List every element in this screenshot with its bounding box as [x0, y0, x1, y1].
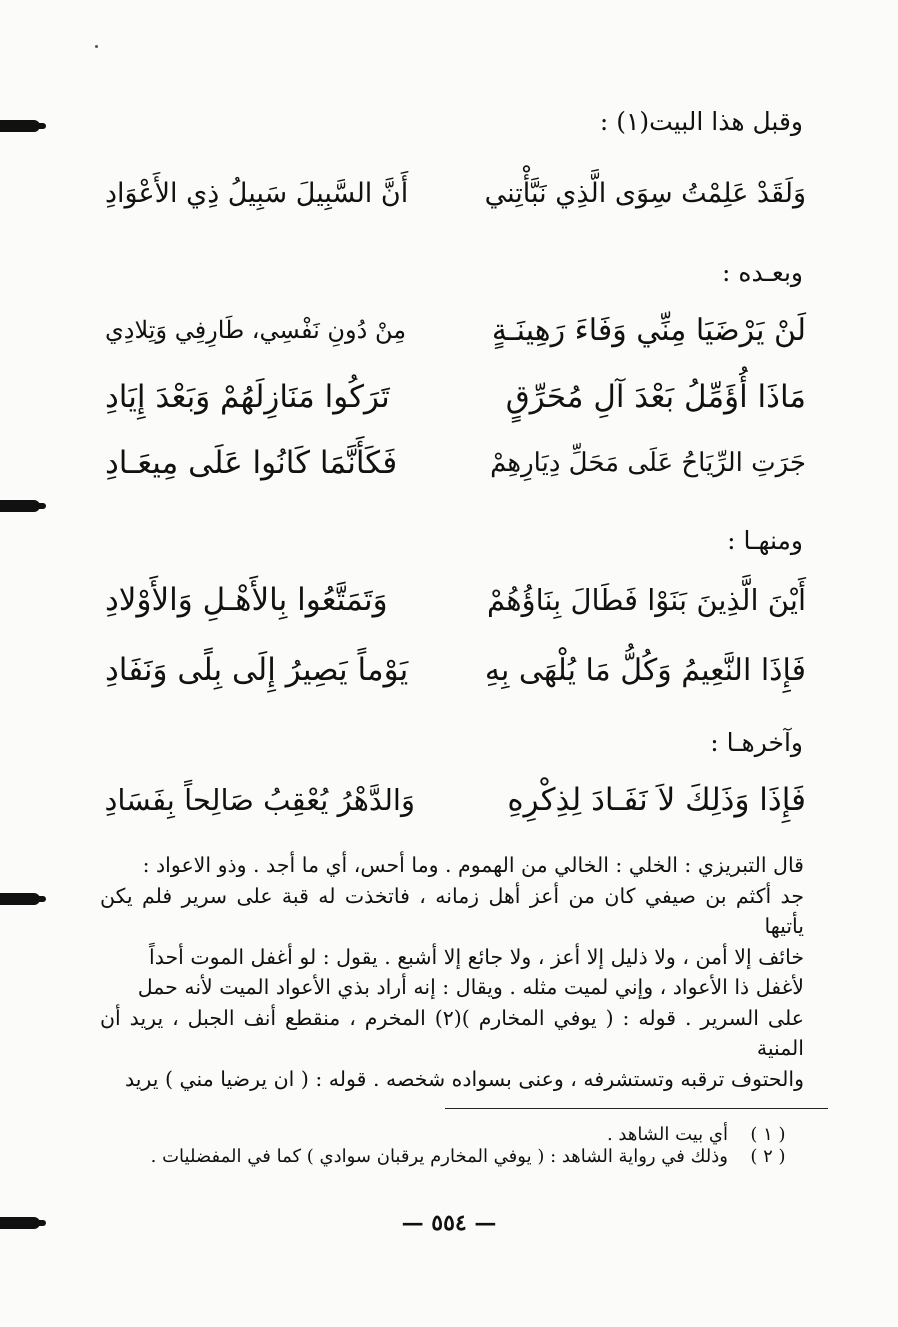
page-number: — ٥٥٤ — — [401, 1210, 497, 1236]
binding-mark — [0, 120, 40, 132]
intro-last-verse: وآخرهـا : — [710, 728, 803, 757]
commentary-block — [100, 850, 804, 1094]
commentary-line: لأغفل ذا الأعواد ، وإني لميت مثله . ويقال : إنه أراد بذي الأعواد الميت لأنه حمل — [137, 975, 804, 999]
footnote-text: وذلك في رواية الشاهد : ( يوفي المخارم يرقبان سوادي ) كما في المفضليات . — [150, 1146, 728, 1167]
binding-mark — [0, 893, 40, 905]
footnote-text: أي بيت الشاهد . — [606, 1124, 728, 1145]
verse-second-hemistich: وَالدَّهْرُ يُعْقِبُ صَالِحاً بِفَسَادِ — [104, 783, 415, 817]
intro-before-verse: وقبل هذا البيت(١) : — [599, 107, 803, 136]
commentary-line: والحتوف ترقبه وتستشرفه ، وعنى بسواده شخصه . قوله : ( ان يرضيا مني ) يريد — [124, 1066, 804, 1091]
intro-after-verse: وبعـده : — [721, 258, 803, 287]
verse-second-hemistich: مِنْ دُونِ نَفْسِي، طَارِفِي وَتِلادِي — [105, 316, 407, 344]
commentary-line: قال التبريزي : الخلي : الخالي من الهموم . وما أحس، أي ما أجد . وذو الاعواد : — [142, 853, 804, 877]
intro-among-verses: ومنهـا : — [727, 526, 803, 555]
verse-line — [105, 372, 806, 422]
verse-line — [105, 645, 806, 695]
footnote-number: ( ١ ) — [750, 1124, 786, 1145]
verse-first-hemistich: جَرَتِ الرِّيَاحُ عَلَى مَحَلِّ دِيَارِهِمْ — [490, 448, 806, 478]
verse-second-hemistich: تَرَكُوا مَنَازِلَهُمْ وَبَعْدَ إِيَادِ — [105, 379, 390, 415]
verse-line — [105, 168, 806, 218]
verse-first-hemistich: مَاذَا أُؤَمِّلُ بَعْدَ آلِ مُحَرِّقٍ — [505, 379, 806, 415]
verse-first-hemistich: أَيْنَ الَّذِينَ بَنَوْا فَطَالَ بِنَاؤُهُمْ — [486, 583, 806, 617]
footnote — [80, 1124, 808, 1146]
verse-first-hemistich: فَإِذَا النَّعِيمُ وَكُلُّ مَا يُلْهَى بِهِ — [484, 652, 806, 688]
commentary-line: خائف إلا أمن ، ولا ذليل إلا أعز ، ولا جائع إلا أشبع . يقول : لو أغفل الموت أحداً — [149, 944, 804, 969]
verse-line — [105, 775, 806, 825]
verse-first-hemistich: وَلَقَدْ عَلِمْتُ سِوَى الَّذِي نَبَّأْتِني — [484, 177, 806, 209]
verse-second-hemistich: أَنَّ السَّبِيلَ سَبِيلُ ذِي الأَعْوَادِ — [105, 177, 409, 209]
verse-line — [105, 438, 806, 488]
binding-mark — [0, 500, 40, 512]
scan-speck — [95, 45, 98, 48]
verse-second-hemistich: يَوْماً يَصِيرُ إِلَى بِلًى وَنَفَادِ — [105, 652, 409, 688]
verse-line — [105, 305, 806, 355]
commentary-line: جد أكثم بن صيفي كان من أعز أهل زمانه ، فاتخذت له قبة على سرير فلم يكن يأتيها — [100, 883, 804, 938]
footnote-divider — [445, 1108, 828, 1109]
verse-first-hemistich: لَنْ يَرْضَيَا مِنِّي وَفَاءَ رَهِينَـةٍ — [491, 312, 806, 348]
commentary-line: على السرير . قوله : ( يوفي المخارم )(٢) المخرم ، منقطع أنف الجبل ، يريد أن المنية — [100, 1005, 804, 1060]
verse-first-hemistich: فَإِذَا وَذَلِكَ لاَ نَفَـادَ لِذِكْرِهِ — [507, 782, 806, 818]
verse-second-hemistich: فَكَأَنَّمَا كَانُوا عَلَى مِيعَـادِ — [105, 445, 398, 481]
footnotes — [80, 1124, 808, 1168]
verse-line — [105, 575, 806, 625]
footnote — [80, 1146, 808, 1168]
footnote-number: ( ٢ ) — [750, 1146, 786, 1167]
verse-second-hemistich: وَتَمَتَّعُوا بِالأَهْـلِ وَالأَوْلادِ — [105, 582, 388, 618]
